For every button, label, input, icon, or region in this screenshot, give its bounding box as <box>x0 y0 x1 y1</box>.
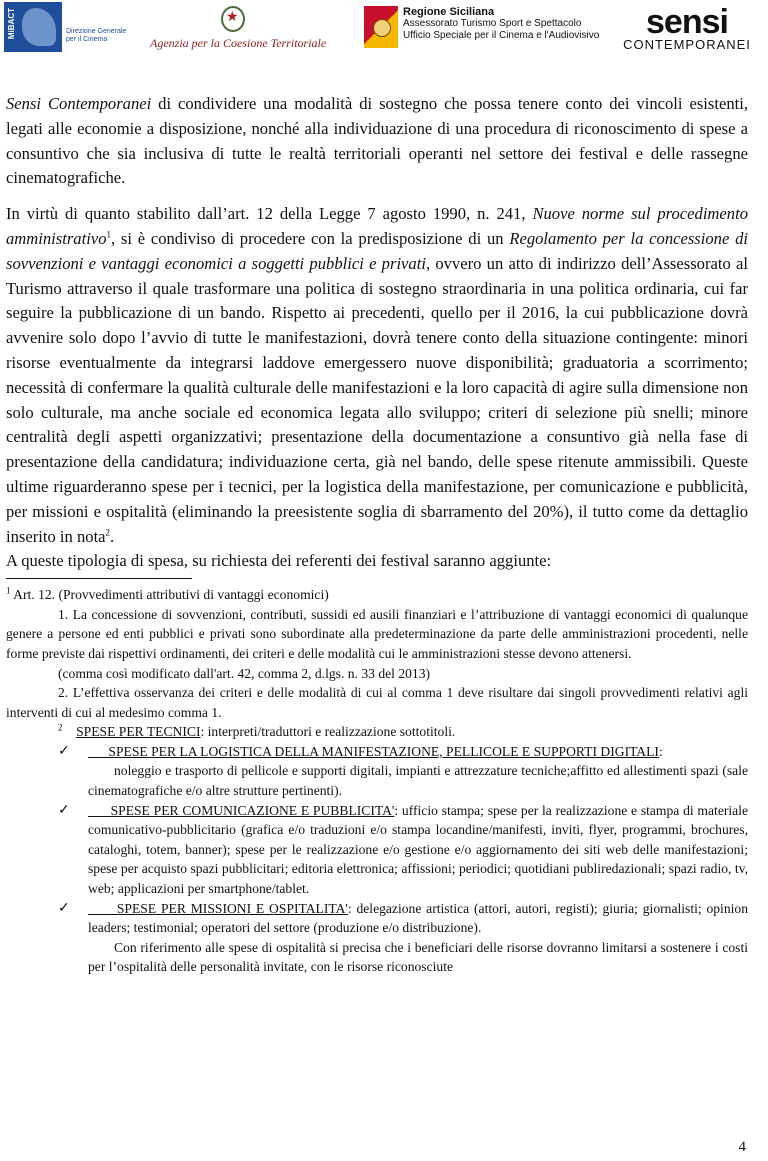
p2-d-italic: Regolamento per la concessione di sovvenzioni e vantaggi economici a soggetti pubblici e privati <box>6 228 748 273</box>
footnote-1-note: (comma così modificato dall'art. 42, comma 2, d.lgs. n. 33 del 2013) <box>58 665 431 681</box>
sensi-contemporanei-logo <box>612 3 762 52</box>
footnote-ref-1[interactable]: 1 <box>106 229 111 240</box>
agenzia-logo-text: Agenzia per la Coesione Territoriale <box>150 36 327 50</box>
missioni-body: : delegazione artistica (attori, autori, registi); giuria; giornalisti; opinion leaders; testimonial; operatori del settore (produzione e/o distribuzione). <box>88 900 748 936</box>
checklist-item-missioni <box>6 899 748 938</box>
p1-text: di condividere una modalità di sostegno che possa tenere conto dei vincoli esistenti, legati alle economie a disposizione, nonché alla individuazione di una procedura di riconoscimento di spese a consuntivo che sia inclusiva di tutte le realtà territoriali operanti nel settore dei festival e delle rassegne cinematografiche. <box>6 94 748 188</box>
checklist-item-comunicazione <box>6 801 748 899</box>
regione-line-3: Ufficio Speciale per il Cinema e l'Audiovisivo <box>403 30 600 41</box>
footnote-separator <box>6 578 192 579</box>
p2-e: , ovvero un atto di indirizzo dell’Assessorato al Turismo attraverso il quale trasformare una politica di sostegno straordinaria in una politica ordinaria, cui far seguire la pubblicazione di un bando. Rispetto ai precedenti, quello per il 2016, la cui pubblicazione dovrà avvenire solo dopo l’avvio di tutte le manifestazioni, dovrà tenere conto della situazione contingente: minori risorse eventualmente da integrarsi laddove emergessero nuove disponibilità; graduatoria a scorrimento; necessità di confermare la qualità culturale delle manifestazioni e la loro capacità di agire sulla dimensione non solo culturale, ma anche sociale ed economica legata allo sviluppo; criteri di selezione più snelli; minore centralità degli aspetti organizzativi; presentazione della documentazione a consuntivo già nella fase di presentazione della candidatura; individuazione certa, già nel bando, delle spese ritenute ammissibili. Queste ultime riguarderanno spese per i tecnici, per la logistica della manifestazione, per comunicazione e pubblicità, per missioni e ospitalità (eliminando la preesistente soglia di sbarramento del 20%), il tutto come da dettaglio inserito in nota <box>6 253 748 546</box>
footnote-2-mark: 2 <box>58 722 63 733</box>
footnote-2-head-rest: : interpreti/traduttori e realizzazione sottotitoli. <box>200 724 456 740</box>
mibact-figure-icon <box>22 8 56 46</box>
p2-b-italic: Nuove norme sul procedimento amministrativo <box>6 204 748 248</box>
p2-a: In virtù di quanto stabilito dall’art. 12 della Legge 7 agosto 1990, n. 241, <box>6 204 533 224</box>
footnote-2-title <box>6 722 748 742</box>
footnote-1-title <box>6 585 748 605</box>
regione-siciliana-logo <box>403 6 599 42</box>
sensi-logo-small: CONTEMPORANEI <box>623 37 751 52</box>
check-icon: ✓ <box>58 900 70 916</box>
mibact-subtitle-line2: per il Cinema <box>66 36 108 43</box>
logistica-heading: SPESE PER LA LOGISTICA DELLA MANIFESTAZIONE, PELLICOLE E SUPPORTI DIGITALI <box>88 743 659 759</box>
checklist-item-logistica <box>6 742 748 762</box>
logistica-body: noleggio e trasporto di pellicole e supporti digitali, impianti e attrezzature tecniche;affitto ed allestimenti spazi (sale cinematografiche e/o altre strutture pertinenti). <box>88 763 748 799</box>
mibact-logo <box>4 2 62 52</box>
regione-title: Regione Siciliana <box>403 6 495 18</box>
footnote-1-mark: 1 <box>6 585 11 596</box>
footnote-2-head-underlined: SPESE PER TECNICI <box>76 724 201 740</box>
mibact-subtitle <box>66 28 126 44</box>
logistica-heading-rest: : <box>658 743 663 759</box>
paragraph-2 <box>6 202 748 549</box>
footnote-ref-2[interactable]: 2 <box>105 527 111 538</box>
sensi-logo-big: sensi <box>646 3 728 41</box>
sicily-flag-icon <box>364 6 398 48</box>
page-header <box>0 0 768 62</box>
p2-f: . <box>110 526 115 546</box>
regione-line-2: Assessorato Turismo Sport e Spettacolo <box>403 18 582 29</box>
footnote-1-paragraph-2: 2. L’effettiva osservanza dei criteri e delle modalità di cui al comma 1 deve risultare dai singoli provvedimenti relativi agli interventi di cui al medesimo comma 1. <box>6 685 748 720</box>
comunicazione-heading: SPESE PER COMUNICAZIONE E PUBBLICITA' <box>88 802 395 818</box>
paragraph-1 <box>6 92 748 191</box>
ospitalita-closing-paragraph: Con riferimento alle spese di ospitalità si precisa che i beneficiari delle risorse dovranno limitarsi a sostenere i costi per l’ospitalità delle personalità invitate, con le risorse riconosciute <box>88 939 748 975</box>
check-icon: ✓ <box>58 802 70 818</box>
check-icon: ✓ <box>58 743 70 759</box>
paragraph-3: A queste tipologia di spesa, su richiesta dei referenti dei festival saranno aggiunte: <box>6 551 552 571</box>
italian-republic-emblem-icon <box>221 6 245 32</box>
footnote-1-paragraph-1: 1. La concessione di sovvenzioni, contributi, sussidi ed ausili finanziari e l’attribuzione di vantaggi economici di qualunque genere a persone ed enti pubblici e privati sono subordinate alla predeterminazione da parte delle amministrazioni procedenti, nelle forme previste dai rispettivi ordinamenti, dei criteri e delle modalità cui le amministrazioni stesse devono attenersi. <box>6 606 748 661</box>
p1-italic: Sensi Contemporanei <box>6 94 152 113</box>
p2-c: , si è condiviso di procedere con la predisposizione di un <box>111 228 510 248</box>
document-body <box>6 92 748 977</box>
missioni-heading: SPESE PER MISSIONI E OSPITALITA' <box>88 900 348 916</box>
mibact-subtitle-line1: Direzione Generale <box>66 28 127 35</box>
footnote-1-title-text: Art. 12. (Provvedimenti attributivi di vantaggi economici) <box>10 587 329 603</box>
comunicazione-body: : ufficio stampa; spese per la realizzazione e stampa di materiale comunicativo-pubblicitario (grafica e/o traduzioni e/o stampa locandine/manifesti, inviti, flyer, programmi, brochures, cataloghi, totem, banner); spese per le realizzazione e/o gestione e/o aggiornamento dei siti web delle manifestazioni; spese per acquisto spazi pubblicitari; editoria elettronica; affissioni; periodici; quotidiani publiredazionali; spazi radio, tv, web; applicazioni per smartphone/tablet. <box>88 802 748 897</box>
page-number: 4 <box>738 1139 746 1155</box>
mibact-label: MiBACT <box>7 8 16 40</box>
